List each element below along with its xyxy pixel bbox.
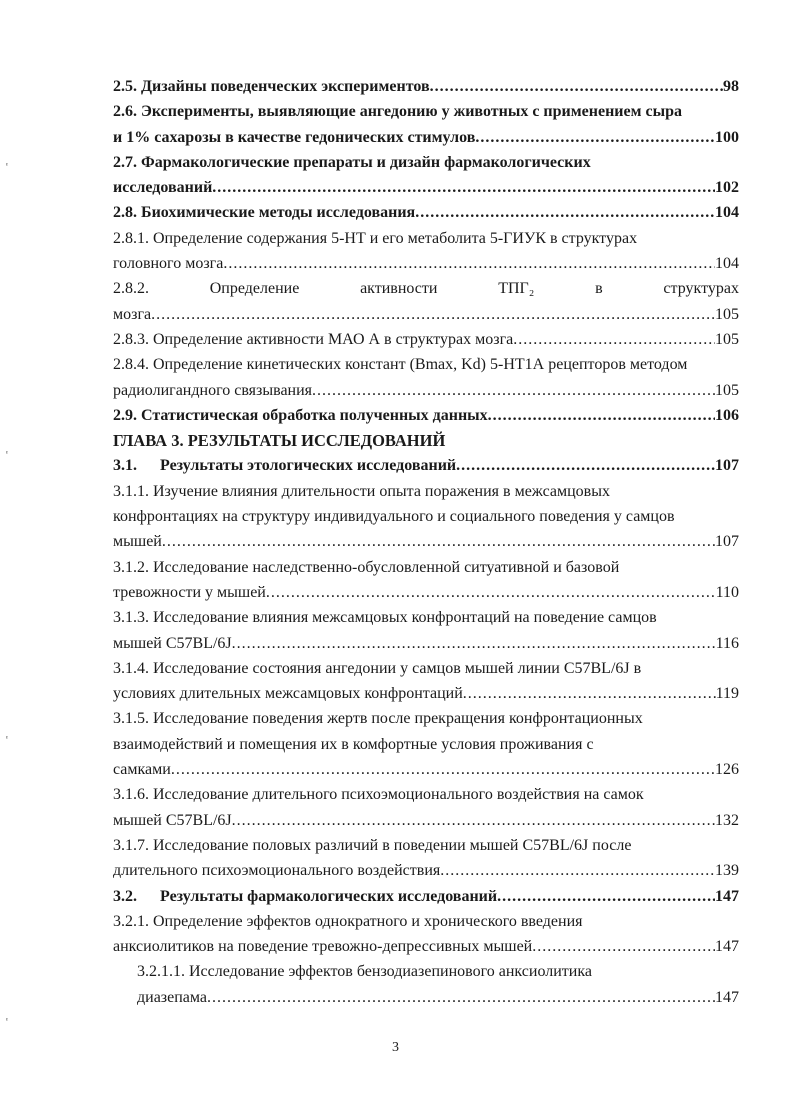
toc-page-number: 104: [715, 255, 739, 273]
toc-entry: 2.8.3. Определение активности МАО А в структурах мозга ..... 105: [113, 327, 739, 352]
toc-page-number: 110: [715, 583, 739, 601]
toc-page-number: 104: [715, 204, 739, 222]
dot-leader: [232, 808, 715, 833]
toc-page-number: 139: [715, 862, 739, 880]
toc-entry-continuation: и 1% сахарозы в качестве гедонических стимулов ..... 100: [113, 125, 739, 150]
dot-leader: [513, 327, 715, 352]
toc-entry-continuation: взаимодействий и помещения их в комфортные условия проживания с: [113, 735, 594, 753]
toc-page-number: 105: [715, 330, 739, 348]
toc-entry-continuation: мышей C57BL/6J ..... 132: [113, 808, 739, 833]
toc-page-number: 132: [715, 811, 739, 829]
toc-entry: 3.1. Результаты этологических исследований ..... 107: [113, 453, 739, 478]
toc-entry: 2.8.4. Определение кинетических констант (Bmax, Kd) 5-НТ1А рецепторов методом: [113, 356, 688, 374]
toc-page-number: 105: [715, 381, 739, 399]
toc-entry-justified: 2.8.2. Определение активности ТПГ₂ в структурах: [113, 280, 739, 298]
dot-leader: [430, 74, 723, 99]
dot-leader: [415, 200, 715, 225]
page-number: 3: [392, 1040, 399, 1055]
toc-entry-continuation: анксиолитиков на поведение тревожно-депрессивных мышей ..... 147: [113, 934, 739, 959]
toc-entry: 2.8. Биохимические методы исследования ..... 104: [113, 200, 739, 225]
toc-entry: 2.8.1. Определение содержания 5-НТ и его метаболита 5-ГИУК в структурах: [113, 229, 638, 247]
toc-entry: 3.2.1.1. Исследование эффектов бензодиазепинового анксиолитика: [137, 963, 592, 981]
dot-leader: [488, 403, 715, 428]
toc-entry-continuation: мышей C57BL/6J ..... 116: [113, 631, 739, 656]
dot-leader: [151, 302, 715, 327]
toc-entry: 3.1.4. Исследование состояния ангедонии у самцов мышей линии C57BL/6J в: [113, 659, 642, 677]
toc-entry: 3.2.1. Определение эффектов однократного и хронического введения: [113, 912, 583, 930]
section-number: 3.2.: [113, 887, 137, 905]
toc-entry: 3.2. Результаты фармакологических исследований ..... 147: [113, 884, 739, 909]
dot-leader: [456, 453, 715, 478]
dot-leader: [232, 631, 716, 656]
toc-page-number: 106: [715, 406, 739, 424]
dot-leader: [171, 757, 715, 782]
scan-artifact-dot: ᵋ: [6, 1015, 9, 1025]
toc-entry: 3.1.3. Исследование влияния межсамцовых конфронтаций на поведение самцов: [113, 609, 657, 627]
dot-leader: [162, 529, 715, 554]
toc-entry-continuation: мозга ..... 105: [113, 302, 739, 327]
toc-page-number: 105: [715, 305, 739, 323]
toc-page-number: 119: [715, 685, 739, 703]
toc-entry-continuation: радиолигандного связывания ..... 105: [113, 378, 739, 403]
toc-entry: 3.1.5. Исследование поведения жертв после прекращения конфронтационных: [113, 710, 643, 728]
toc-page-number: 100: [715, 128, 739, 146]
dot-leader: [312, 378, 715, 403]
chapter-heading: ГЛАВА 3. РЕЗУЛЬТАТЫ ИССЛЕДОВАНИЙ: [113, 431, 446, 451]
toc-entry-continuation: длительного психоэмоционального воздействия ..... 139: [113, 858, 739, 883]
scan-artifact-dot: ᵋ: [6, 448, 9, 458]
toc-entry: 3.1.1. Изучение влияния длительности опыта поражения в межсамцовых: [113, 482, 610, 500]
toc-page-number: 116: [715, 634, 739, 652]
dot-leader: [223, 251, 715, 276]
toc-page-number: 102: [715, 179, 739, 197]
toc-entry: 2.6. Эксперименты, выявляющие ангедонию у животных с применением сыра: [113, 103, 683, 121]
dot-leader: [475, 125, 715, 150]
toc-entry: 2.7. Фармакологические препараты и дизайн фармакологических: [113, 153, 591, 171]
toc-page-number: 147: [715, 887, 739, 905]
toc-entry-continuation: самками ..... 126: [113, 757, 739, 782]
toc-entry: 3.1.2. Исследование наследственно-обусловленной ситуативной и базовой: [113, 558, 620, 576]
table-of-contents: [113, 74, 739, 1010]
toc-entry-continuation: тревожности у мышей ..... 110: [113, 580, 739, 605]
toc-entry: 3.1.7. Исследование половых различий в поведении мышей C57BL/6J после: [113, 836, 632, 854]
dot-leader: [463, 681, 716, 706]
dot-leader: [212, 175, 715, 200]
scan-artifact-dot: ᵋ: [6, 160, 9, 170]
toc-page-number: 98: [723, 78, 739, 95]
dot-leader: [266, 580, 716, 605]
toc-entry-continuation: конфронтациях на структуру индивидуального и социального поведения у самцов: [113, 508, 675, 526]
dot-leader: [440, 858, 715, 883]
toc-entry: 2.5. Дизайны поведенческих экспериментов ..... 98: [113, 74, 739, 99]
scan-artifact-dot: ᵋ: [6, 733, 9, 743]
toc-entry-continuation: условиях длительных межсамцовых конфронтаций ..... 119: [113, 681, 739, 706]
dot-leader: [532, 934, 715, 959]
toc-entry-continuation: диазепама ..... 147: [113, 985, 739, 1010]
toc-page-number: 107: [715, 533, 739, 551]
toc-page-number: 147: [715, 988, 739, 1006]
toc-entry: 2.9. Статистическая обработка полученных данных ..... 106: [113, 403, 739, 428]
toc-page-number: 147: [715, 938, 739, 956]
section-number: 3.1.: [113, 457, 137, 475]
toc-page-number: 107: [715, 457, 739, 475]
dot-leader: [207, 985, 715, 1010]
toc-entry-continuation: исследований ..... 102: [113, 175, 739, 200]
toc-entry-continuation: мышей ..... 107: [113, 529, 739, 554]
toc-entry-continuation: головного мозга ..... 104: [113, 251, 739, 276]
toc-page-number: 126: [715, 761, 739, 779]
dot-leader: [497, 884, 715, 909]
toc-entry: 3.1.6. Исследование длительного психоэмоционального воздействия на самок: [113, 786, 644, 804]
